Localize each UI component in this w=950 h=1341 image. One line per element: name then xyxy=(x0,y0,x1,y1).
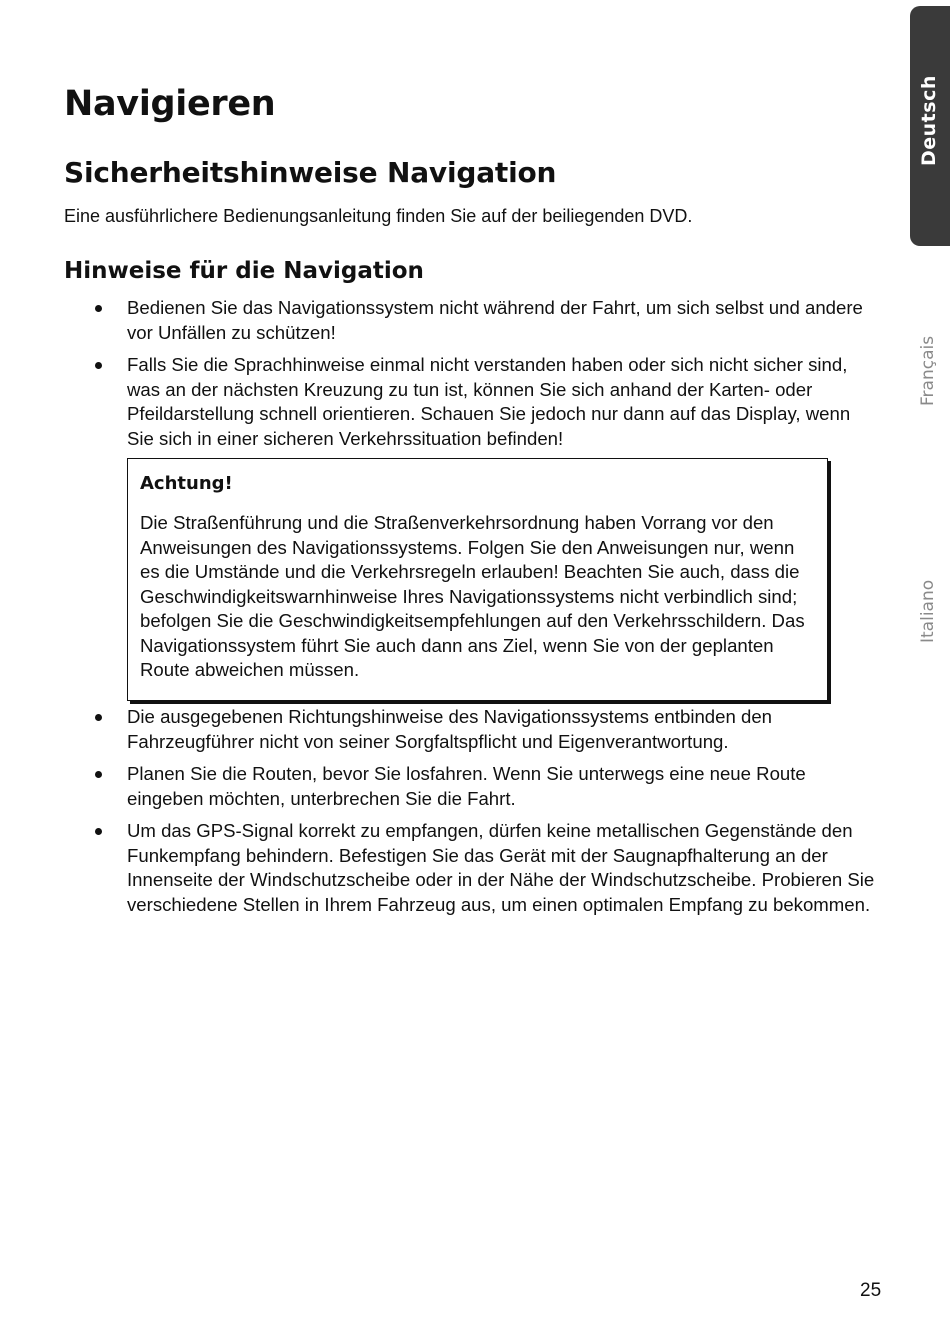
warning-text: Die Straßenführung und die Straßenverkehrsordnung haben Vorrang vor den Anweisungen des Navigationssystems. Folgen Sie den Anweisungen nur, wenn es die Umstände und die Verkehrsregeln erlauben! Beachten Sie auch, dass die Geschwindigkeitswarnhinweise Ihres Navigationssystems nicht verbindlich sind; befolgen Sie die Geschwindigkeitsempfehlungen auf den Verkehrsschildern. Das Navigationssystem führt Sie auch dann ans Ziel, wenn Sie von der geplanten Route abweichen müssen. xyxy=(140,512,805,680)
bullet-icon xyxy=(95,714,102,721)
bullet-icon xyxy=(95,771,102,778)
bullet-list-after xyxy=(0,705,950,925)
list-item xyxy=(0,705,879,754)
page-number: 25 xyxy=(860,1280,882,1301)
list-item-text: Bedienen Sie das Navigationssystem nicht während der Fahrt, um sich selbst und andere vor Unfällen zu schützen! xyxy=(127,297,863,343)
page-title: Navigieren xyxy=(64,84,276,124)
list-item-text: Die ausgegebenen Richtungshinweise des Navigationssystems entbinden den Fahrzeugführer nicht von seiner Sorgfaltspflicht und Eigenverantwortung. xyxy=(127,706,772,752)
warning-box xyxy=(127,458,828,701)
bullet-list-before xyxy=(0,296,950,459)
bullet-icon xyxy=(95,828,102,835)
list-item xyxy=(0,353,879,451)
bullet-icon xyxy=(95,305,102,312)
intro-paragraph: Eine ausführlichere Bedienungsanleitung finden Sie auf der beiliegenden DVD. xyxy=(64,206,693,226)
list-item xyxy=(0,296,879,345)
section-heading: Sicherheitshinweise Navigation xyxy=(64,156,557,189)
list-item-text: Falls Sie die Sprachhinweise einmal nicht verstanden haben oder sich nicht sicher sind, was an der nächsten Kreuzung zu tun ist, können Sie sich anhand der Karten- oder Pfeildarstellung schnell orientieren. Schauen Sie jedoch nur dann auf das Display, wenn Sie sich in einer sicheren Verkehrssituation befinden! xyxy=(127,354,851,449)
subsection-heading: Hinweise für die Navigation xyxy=(64,258,424,284)
list-item-text: Um das GPS-Signal korrekt zu empfangen, dürfen keine metallischen Gegenstände den Funkempfang behindern. Befestigen Sie das Gerät mit der Saugnapfhalterung an der Innenseite der Windschutzscheibe oder in der Nähe der Windschutzscheibe. Probieren Sie verschiedene Stellen in Ihrem Fahrzeug aus, um einen optimalen Empfang zu bekommen. xyxy=(127,820,875,915)
language-label-deutsch: Deutsch xyxy=(918,75,940,166)
list-item xyxy=(0,819,879,917)
bullet-icon xyxy=(95,362,102,369)
language-label-francais: Français xyxy=(918,335,938,406)
list-item xyxy=(0,762,879,811)
warning-title: Achtung! xyxy=(140,473,233,494)
list-item-text: Planen Sie die Routen, bevor Sie losfahren. Wenn Sie unterwegs eine neue Route eingeben möchten, unterbrechen Sie die Fahrt. xyxy=(127,763,806,809)
language-label-italiano: Italiano xyxy=(918,579,938,643)
